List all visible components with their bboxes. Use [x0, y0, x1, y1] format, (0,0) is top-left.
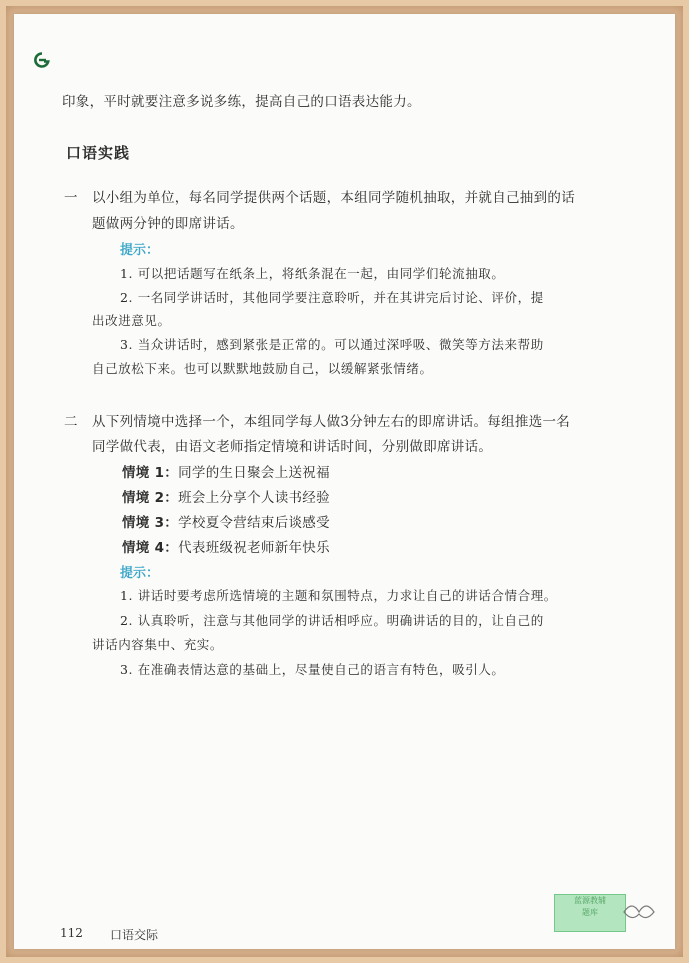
task1-text-line2: 题做两分钟的即席讲话。: [92, 216, 244, 232]
situation-1: [122, 461, 330, 481]
task2-hint-1: 1. 讲话时要考虑所选情境的主题和氛围特点，力求让自己的讲话合情合理。: [120, 588, 557, 603]
situation-4: [122, 536, 330, 556]
intro-line: 印象，平时就要注意多说多练，提高自己的口语表达能力。: [62, 94, 421, 110]
task2-hint-2: 2. 认真聆听，注意与其他同学的讲话相呼应。明确讲话的目的，让自己的: [120, 613, 544, 628]
situation-4-text: 代表班级祝老师新年快乐: [178, 540, 330, 556]
task1-hint-3: 3. 当众讲话时，感到紧张是正常的。可以通过深呼吸、微笑等方法来帮助: [120, 337, 544, 352]
footer-section-name: 口语交际: [110, 928, 159, 942]
situation-4-label: 情境 4：: [122, 540, 179, 556]
book-page: [14, 14, 675, 949]
situation-3-text: 学校夏令营结束后谈感受: [178, 515, 330, 531]
situation-1-label: 情境 1：: [122, 465, 179, 481]
task2-hint-2-cont: 讲话内容集中、充实。: [92, 637, 224, 652]
watermark-line2: 题库: [582, 908, 598, 917]
task2-hint-label: 提示：: [120, 566, 160, 581]
situation-3-label: 情境 3：: [122, 515, 179, 531]
publisher-logo-icon: [34, 52, 50, 68]
task1-text-line1: 以小组为单位，每名同学提供两个话题，本组同学随机抽取，并就自己抽到的话: [92, 190, 575, 206]
task2-number: 二: [64, 414, 78, 430]
situation-2-label: 情境 2：: [122, 490, 179, 506]
task1-number: 一: [64, 190, 78, 206]
page-number: 112: [60, 926, 83, 940]
task1-hint-2-cont: 出改进意见。: [92, 313, 171, 328]
watermark-badge: [554, 894, 626, 932]
task2-text-line1: 从下列情境中选择一个，本组同学每人做3分钟左右的即席讲话。每组推选一名: [92, 414, 571, 430]
watermark-line1: 蓝源教辅: [574, 896, 606, 905]
task2-hint-3: 3. 在准确表情达意的基础上，尽量使自己的语言有特色，吸引人。: [120, 662, 505, 677]
situation-2: [122, 486, 330, 506]
task1-hint-1: 1. 可以把话题写在纸条上，将纸条混在一起，由同学们轮流抽取。: [120, 266, 505, 281]
task2-text-line2: 同学做代表，由语文老师指定情境和讲话时间，分别做即席讲话。: [92, 439, 493, 455]
task1-hint-3-cont: 自己放松下来。也可以默默地鼓励自己，以缓解紧张情绪。: [92, 361, 433, 376]
task1-hint-2: 2. 一名同学讲话时，其他同学要注意聆听，并在其讲完后讨论、评价，提: [120, 290, 544, 305]
situation-3: [122, 511, 330, 531]
task1-hint-label: 提示：: [120, 243, 160, 258]
situation-2-text: 班会上分享个人读书经验: [178, 490, 330, 506]
wings-icon: [622, 898, 656, 926]
situation-1-text: 同学的生日聚会上送祝福: [178, 465, 330, 481]
section-title: 口语实践: [66, 144, 131, 162]
